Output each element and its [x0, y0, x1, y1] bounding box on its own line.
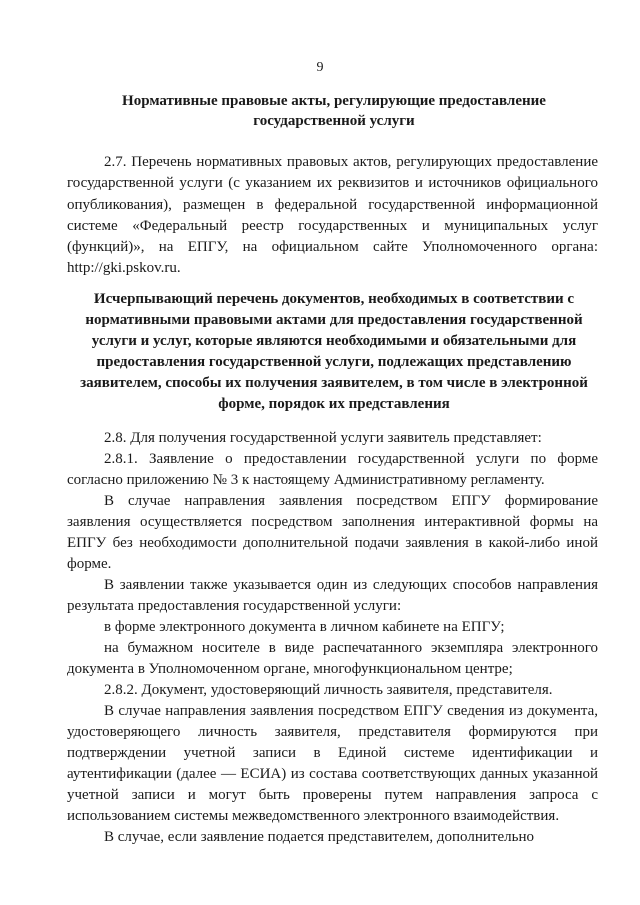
page-number: 9 — [316, 60, 324, 75]
paragraph: В заявлении также указывается один из следующих способов направления результата предоставления государственной услуги: — [67, 577, 598, 614]
paragraph: В случае направления заявления посредством ЕПГУ сведения из документа, удостоверяющего личность заявителя, представителя формируются при подтверждении учетной записи в Единой системе идентификации и аутентификации (далее — ЕСИА) из состава соответствующих данных указанной учетной записи и могут быть проверены путем направления запроса с использованием системы межведомственного электронного взаимодействия. — [67, 703, 598, 824]
paragraph: 2.8. Для получения государственной услуги заявитель представляет: — [104, 430, 542, 446]
paragraph: в форме электронного документа в личном кабинете на ЕПГУ; — [104, 619, 505, 635]
paragraph-2-7: 2.7. Перечень нормативных правовых актов, регулирующих предоставление государственной услуги (с указанием их реквизитов и источников официального опубликования), размещен в федеральной государственной информационной системе «Федеральный реестр государственных и муниципальных услуг (функций)», на ЕПГУ, на официальном сайте Уполномоченного органа: http://gki.pskov.ru. — [67, 154, 598, 277]
paragraph: В случае, если заявление подается представителем, дополнительно — [104, 829, 534, 845]
paragraph: В случае направления заявления посредством ЕПГУ формирование заявления осуществляется посредством заполнения интерактивной формы на ЕПГУ без необходимости дополнительной подачи заявления в какой-либо иной форме. — [67, 493, 598, 572]
paragraph: 2.8.1. Заявление о предоставлении государственной услуги по форме согласно приложению № 3 к настоящему Административному регламенту. — [67, 451, 598, 488]
paragraphs-2-8 — [67, 428, 598, 848]
section-heading-legal-acts: Нормативные правовые акты, регулирующие предоставление государственной услуги — [122, 93, 546, 129]
paragraph: на бумажном носителе в виде распечатанного экземпляра электронного документа в Уполномоченном органе, многофункциональном центре; — [67, 640, 598, 677]
paragraph: 2.8.2. Документ, удостоверяющий личность заявителя, представителя. — [104, 682, 553, 698]
section-heading-documents: Исчерпывающий перечень документов, необходимых в соответствии с нормативными правовыми актами для предоставления государственной услуги и услуг, которые являются необходимыми и обязательными для предоставления государственной услуги, подлежащих представлению заявителем, способы их получения заявителем, в том числе в электронной форме, порядок их представления — [80, 291, 588, 412]
